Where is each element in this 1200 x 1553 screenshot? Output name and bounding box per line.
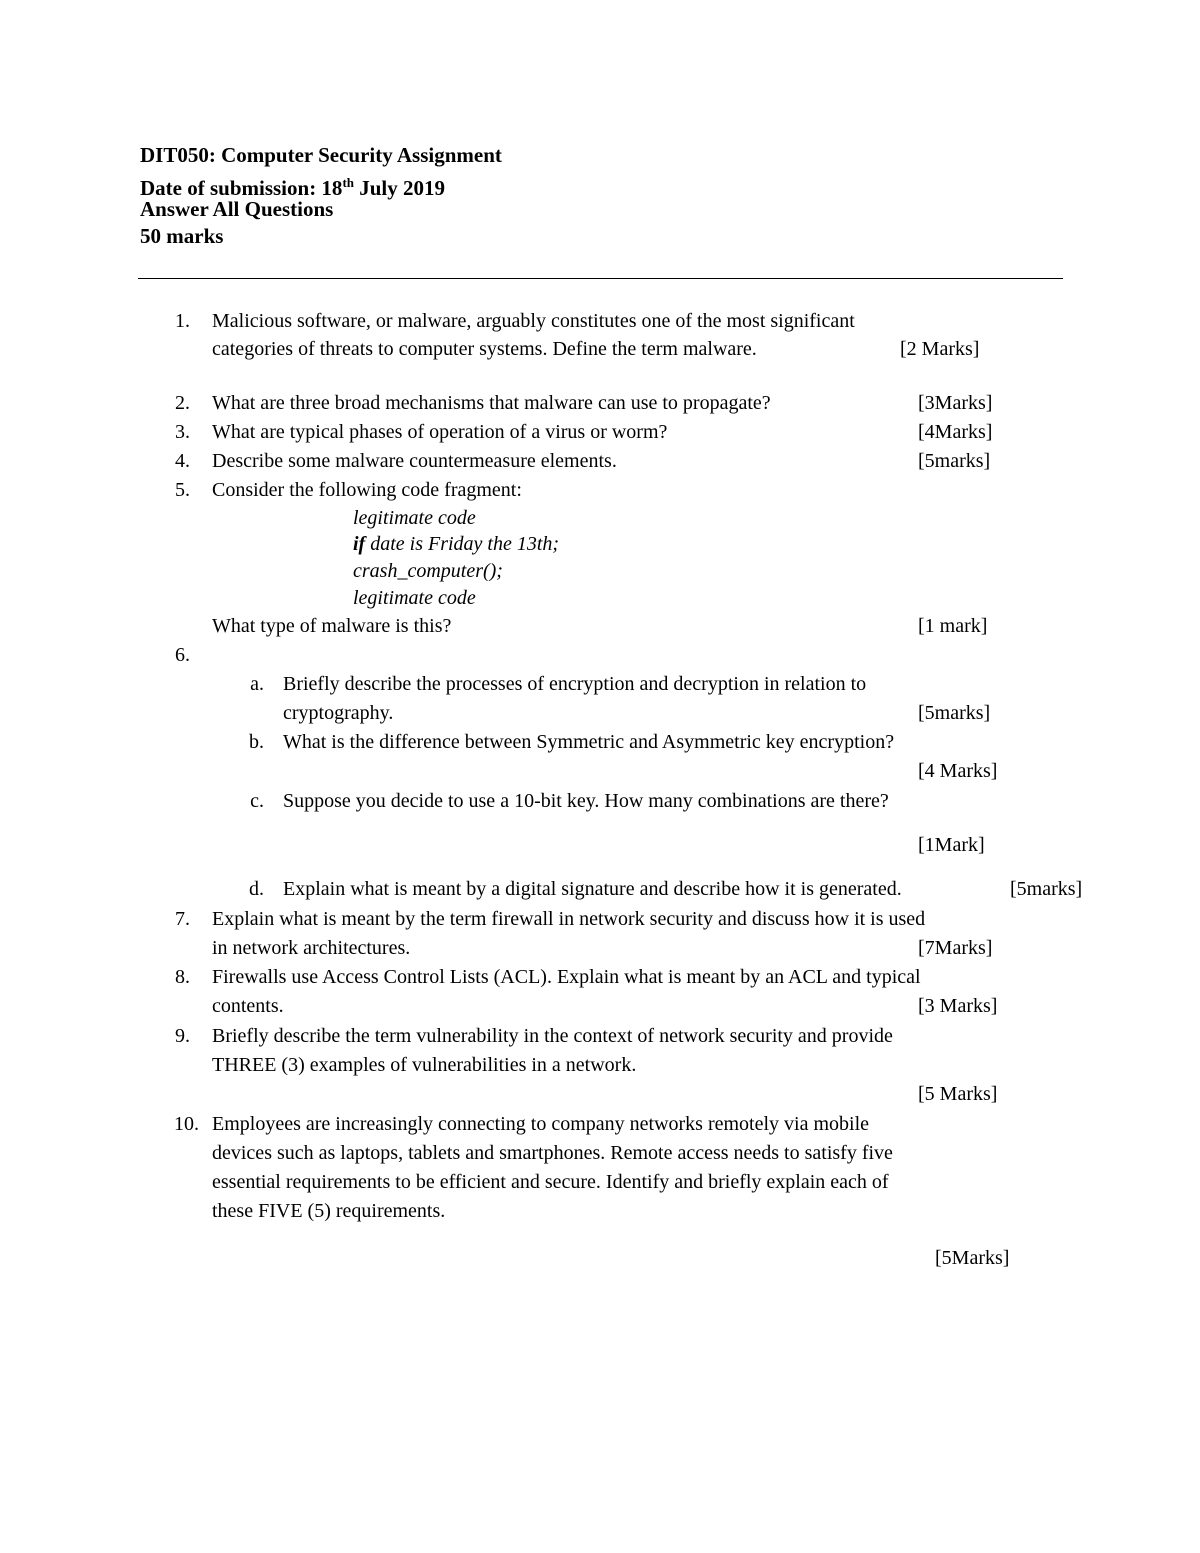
q5-code-line4: legitimate code — [353, 587, 476, 609]
q6a-marks: [5marks] — [918, 702, 991, 724]
header-divider — [138, 278, 1063, 279]
q9-text-line1: Briefly describe the term vulnerability in the context of network security and provide — [212, 1025, 893, 1047]
submission-date-prefix: Date of submission: 18 — [140, 176, 343, 200]
submission-date-suffix: July 2019 — [354, 176, 446, 200]
q2-number: 2. — [175, 392, 190, 414]
q10-text-line2: devices such as laptops, tablets and smartphones. Remote access needs to satisfy five — [212, 1142, 893, 1164]
q6d-label: d. — [249, 878, 264, 900]
q9-number: 9. — [175, 1025, 190, 1047]
q10-text-line1: Employees are increasingly connecting to company networks remotely via mobile — [212, 1113, 870, 1135]
q6b-marks: [4 Marks] — [918, 760, 998, 782]
submission-date-suffix-sup: th — [342, 175, 354, 190]
q8-marks: [3 Marks] — [918, 995, 998, 1017]
q2-text: What are three broad mechanisms that malware can use to propagate? — [212, 392, 771, 414]
q10-number: 10. — [174, 1113, 199, 1135]
q5-marks: [1 mark] — [918, 615, 988, 637]
total-marks: 50 marks — [140, 224, 224, 248]
q7-text-line1: Explain what is meant by the term firewall in network security and discuss how it is used — [212, 908, 926, 930]
q6d-marks: [5marks] — [1010, 878, 1083, 900]
q6a-label: a. — [250, 673, 264, 695]
q10-marks: [5Marks] — [935, 1247, 1010, 1269]
q4-number: 4. — [175, 450, 190, 472]
q6a-text-line2: cryptography. — [283, 702, 394, 724]
q1-marks: [2 Marks] — [900, 338, 980, 360]
q3-number: 3. — [175, 421, 190, 443]
q10-text-line4: these FIVE (5) requirements. — [212, 1200, 446, 1222]
q5-code-line3: crash_computer(); — [353, 560, 503, 582]
q5-question: What type of malware is this? — [212, 615, 452, 637]
q6b-text: What is the difference between Symmetric and Asymmetric key encryption? — [283, 731, 895, 753]
q9-marks: [5 Marks] — [918, 1083, 998, 1105]
q1-text-line1: Malicious software, or malware, arguably constitutes one of the most significant — [212, 310, 855, 332]
q10-text-line3: essential requirements to be efficient and secure. Identify and briefly explain each of — [212, 1171, 889, 1193]
q3-marks: [4Marks] — [918, 421, 993, 443]
q7-text-line2: in network architectures. — [212, 937, 411, 959]
q6a-text-line1: Briefly describe the processes of encryption and decryption in relation to — [283, 673, 867, 695]
q5-text: Consider the following code fragment: — [212, 479, 522, 501]
q5-code-line2 — [353, 531, 559, 557]
q4-marks: [5marks] — [918, 450, 991, 472]
q5-code-line1: legitimate code — [353, 507, 476, 529]
q8-number: 8. — [175, 966, 190, 988]
q3-text: What are typical phases of operation of a virus or worm? — [212, 421, 668, 443]
q1-number: 1. — [175, 310, 190, 332]
course-title: DIT050: Computer Security Assignment — [140, 143, 502, 167]
instructions: Answer All Questions — [140, 197, 334, 221]
q6d-text: Explain what is meant by a digital signature and describe how it is generated. — [283, 878, 902, 900]
q5-number: 5. — [175, 479, 190, 501]
q7-number: 7. — [175, 908, 190, 930]
q6c-text: Suppose you decide to use a 10-bit key. How many combinations are there? — [283, 790, 889, 812]
q6c-marks: [1Mark] — [918, 834, 985, 856]
q1-text-line2: categories of threats to computer systems. Define the term malware. — [212, 338, 757, 360]
q5-code-if-keyword: if — [353, 533, 366, 555]
q4-text: Describe some malware countermeasure elements. — [212, 450, 617, 472]
q6c-label: c. — [250, 790, 264, 812]
q2-marks: [3Marks] — [918, 392, 993, 414]
q7-marks: [7Marks] — [918, 937, 993, 959]
q8-text-line1: Firewalls use Access Control Lists (ACL). Explain what is meant by an ACL and typical — [212, 966, 921, 988]
q8-text-line2: contents. — [212, 995, 284, 1017]
q6-number: 6. — [175, 644, 190, 666]
q5-code-line2-rest: date is Friday the 13th; — [365, 533, 560, 555]
q9-text-line2: THREE (3) examples of vulnerabilities in a network. — [212, 1054, 637, 1076]
q6b-label: b. — [249, 731, 264, 753]
